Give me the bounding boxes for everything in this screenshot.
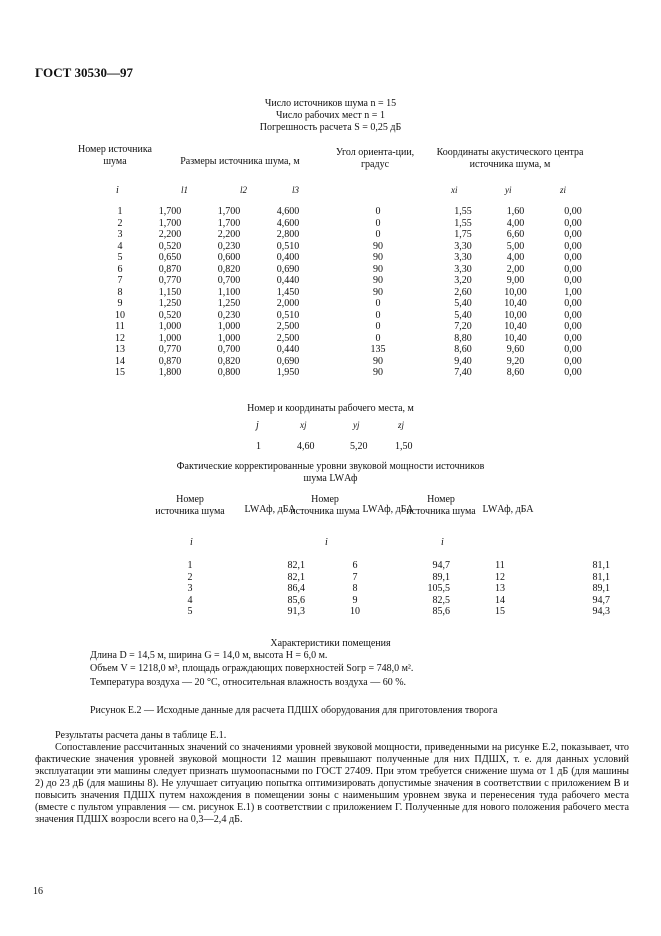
power-title-line2: шума LWАф bbox=[303, 473, 358, 484]
table-cell: 0,00 bbox=[564, 206, 582, 217]
table-cell: 0,600 bbox=[217, 252, 241, 263]
table-cell: 11 bbox=[115, 321, 125, 332]
sources-col-sizes-header: Размеры источника шума, м bbox=[180, 156, 300, 167]
table-cell: 0,650 bbox=[158, 252, 182, 263]
table-cell: 89,1 bbox=[592, 583, 610, 594]
workplace-z-value: 1,50 bbox=[395, 441, 413, 452]
table-cell: 1,150 bbox=[158, 286, 182, 298]
table-row bbox=[100, 287, 603, 299]
table-cell: 7,40 bbox=[454, 367, 472, 378]
table-cell: 0,230 bbox=[217, 240, 241, 252]
table-cell: 0 bbox=[375, 309, 381, 321]
table-cell: 4,600 bbox=[276, 217, 300, 229]
table-cell: 3,30 bbox=[454, 252, 472, 263]
table-cell: 0,440 bbox=[276, 344, 300, 355]
table-cell: 15 bbox=[495, 606, 505, 617]
table-cell: 0,700 bbox=[217, 344, 241, 355]
table-cell: 0 bbox=[375, 321, 381, 332]
table-cell: 13 bbox=[495, 583, 505, 594]
table-cell: 82,5 bbox=[432, 594, 450, 606]
table-cell: 0,00 bbox=[564, 298, 582, 309]
table-row bbox=[170, 583, 640, 595]
table-row bbox=[100, 344, 603, 356]
table-row bbox=[100, 356, 603, 368]
table-row bbox=[100, 275, 603, 287]
table-cell: 15 bbox=[115, 367, 125, 378]
workplace-sym-y: yj bbox=[353, 420, 360, 430]
room-volume-area: Объем V = 1218,0 м³, площадь ограждающих поверхностей Sогр = 748,0 м². bbox=[90, 663, 414, 674]
table-cell: 0 bbox=[375, 298, 381, 309]
table-cell: 0,00 bbox=[564, 229, 582, 240]
table-cell: 5 bbox=[187, 606, 193, 617]
table-cell: 13 bbox=[115, 344, 125, 355]
power-col-num-header-2: Номер источника шума bbox=[290, 494, 360, 517]
table-cell: 7 bbox=[352, 571, 358, 583]
table-cell: 1,700 bbox=[158, 206, 182, 217]
table-cell: 4,600 bbox=[276, 206, 300, 217]
sources-col-coords-header: Координаты акустического центра источника шума, м bbox=[436, 147, 584, 170]
power-sym-i-2: i bbox=[325, 537, 328, 548]
body-text bbox=[35, 730, 629, 826]
table-cell: 10,40 bbox=[504, 332, 527, 344]
table-cell: 85,6 bbox=[287, 594, 305, 606]
intro-calc-error: Погрешность расчета S = 0,25 дБ bbox=[259, 122, 402, 133]
table-cell: 1,75 bbox=[454, 229, 472, 240]
table-cell: 1 bbox=[117, 206, 123, 217]
table-cell: 9 bbox=[352, 594, 358, 606]
table-cell: 2,200 bbox=[158, 229, 182, 240]
table-cell: 0,520 bbox=[158, 240, 182, 252]
table-cell: 0 bbox=[375, 229, 381, 240]
table-cell: 7,20 bbox=[454, 321, 472, 332]
table-cell: 8,60 bbox=[454, 344, 472, 355]
table-cell: 4 bbox=[117, 240, 123, 252]
table-row bbox=[100, 229, 603, 241]
table-cell: 0,800 bbox=[217, 367, 241, 378]
table-row bbox=[100, 206, 603, 218]
table-cell: 1,100 bbox=[217, 286, 241, 298]
table-row bbox=[170, 560, 640, 572]
table-cell: 10 bbox=[115, 309, 125, 321]
table-cell: 11 bbox=[495, 560, 505, 571]
table-cell: 10,00 bbox=[504, 286, 527, 298]
table-cell: 0,00 bbox=[564, 252, 582, 263]
table-cell: 90 bbox=[373, 263, 383, 275]
power-col-num-header-3: Номер источника шума bbox=[406, 494, 476, 517]
table-cell: 1,000 bbox=[158, 321, 182, 332]
table-cell: 3 bbox=[187, 583, 193, 594]
table-cell: 0,00 bbox=[564, 344, 582, 355]
table-cell: 0,00 bbox=[564, 263, 582, 275]
table-row bbox=[170, 572, 640, 584]
table-row bbox=[100, 298, 603, 310]
table-cell: 0,00 bbox=[564, 240, 582, 252]
table-cell: 1,250 bbox=[217, 298, 241, 309]
table-cell: 2 bbox=[187, 571, 193, 583]
table-row bbox=[100, 218, 603, 230]
table-cell: 2,00 bbox=[506, 263, 525, 275]
workplace-sym-x: xj bbox=[300, 420, 307, 430]
power-col-level-header-2: LWАф, дБА bbox=[362, 504, 414, 515]
table-cell: 0,820 bbox=[217, 263, 241, 275]
table-cell: 94,3 bbox=[592, 606, 610, 617]
sources-sym-l2: l2 bbox=[240, 185, 248, 195]
table-row bbox=[170, 606, 640, 618]
table-cell: 2,60 bbox=[454, 286, 472, 298]
table-cell: 6,60 bbox=[506, 229, 525, 240]
table-cell: 9,40 bbox=[454, 355, 472, 367]
power-col-level-header-3: LWАф, дБА bbox=[482, 504, 534, 515]
table-cell: 0,520 bbox=[158, 309, 182, 321]
table-cell: 1,800 bbox=[158, 367, 182, 378]
table-cell: 0,00 bbox=[564, 309, 582, 321]
table-cell: 0 bbox=[375, 217, 381, 229]
table-cell: 0,00 bbox=[564, 217, 582, 229]
table-cell: 3,20 bbox=[454, 275, 472, 286]
table-cell: 0,510 bbox=[276, 240, 300, 252]
table-cell: 90 bbox=[373, 367, 383, 378]
power-sym-i-3: i bbox=[441, 537, 444, 548]
table-cell: 90 bbox=[373, 286, 383, 298]
table-cell: 14 bbox=[115, 355, 125, 367]
workplace-sym-z: zj bbox=[398, 420, 405, 430]
table-cell: 1,55 bbox=[454, 206, 472, 217]
sources-sym-l1: l1 bbox=[181, 185, 189, 195]
table-cell: 89,1 bbox=[432, 571, 450, 583]
table-cell: 90 bbox=[373, 275, 383, 286]
power-table bbox=[170, 560, 640, 618]
sources-col-angle-header: Угол ориента-ции, градус bbox=[335, 147, 415, 170]
table-cell: 5,40 bbox=[454, 298, 472, 309]
table-row bbox=[100, 264, 603, 276]
table-cell: 10 bbox=[350, 606, 360, 617]
table-cell: 0,770 bbox=[158, 275, 182, 286]
table-row bbox=[100, 241, 603, 253]
sources-col-num-header: Номер источника шума bbox=[78, 144, 152, 167]
table-row bbox=[100, 310, 603, 322]
table-cell: 91,3 bbox=[287, 606, 305, 617]
table-cell: 1,60 bbox=[506, 206, 525, 217]
table-cell: 0,870 bbox=[158, 355, 182, 367]
table-cell: 5,40 bbox=[454, 309, 472, 321]
table-cell: 1 bbox=[187, 560, 193, 571]
table-cell: 6 bbox=[352, 560, 358, 571]
table-cell: 0,00 bbox=[564, 367, 582, 378]
table-cell: 90 bbox=[373, 355, 383, 367]
page-number: 16 bbox=[33, 886, 43, 897]
table-cell: 2,500 bbox=[276, 321, 300, 332]
table-cell: 0,820 bbox=[217, 355, 241, 367]
body-paragraph-2: Сопоставление рассчитанных значений со значениями уровней звуковой мощности, приведенными на рисунке Е.2, показывает, что фактические значения уровней звуковой мощности 12 машин превышают полученные для них ПДШХ, т. е. для данных условий эксплуатации эти машины следует признать шумоопасными по ГОСТ 27409. При этом требуется снижение шума от 1 дБ (для машины 2) до 23 дБ (для машины 8). Не улучшает ситуацию попытка оптимизировать допустимые значения в соответствии с приложением В и повысить значения ПДШХ путем нахождения в помещении зоны с наименьшим уровнем звука и перенесения туда рабочего места (вместе с пультом управления — см. рисунок Е.1) в соответствии с приложением Г. Полученные для нового положения рабочего места значения ПДШХ возросли всего на 0,3—2,4 дБ. bbox=[35, 742, 629, 825]
table-row bbox=[100, 333, 603, 345]
table-cell: 0,400 bbox=[276, 252, 300, 263]
document-header: ГОСТ 30530—97 bbox=[35, 65, 134, 80]
table-cell: 0,440 bbox=[276, 275, 300, 286]
table-cell: 1,250 bbox=[158, 298, 182, 309]
table-cell: 0,230 bbox=[217, 309, 241, 321]
power-col-level-header-1: LWАф, дБА bbox=[244, 504, 296, 515]
table-cell: 9,60 bbox=[506, 344, 525, 355]
table-row bbox=[170, 595, 640, 607]
power-title-line1: Фактические корректированные уровни звуковой мощности источников bbox=[176, 461, 485, 472]
table-cell: 8,60 bbox=[506, 367, 525, 378]
intro-workplaces-count: Число рабочих мест n = 1 bbox=[276, 110, 385, 121]
table-cell: 1,450 bbox=[276, 286, 300, 298]
table-cell: 82,1 bbox=[287, 571, 305, 583]
table-cell: 6 bbox=[117, 263, 123, 275]
workplace-title: Номер и координаты рабочего места, м bbox=[247, 403, 414, 414]
sources-sym-x: xi bbox=[451, 185, 458, 195]
table-cell: 1,950 bbox=[276, 367, 300, 378]
table-cell: 9,20 bbox=[506, 355, 525, 367]
sources-sym-z: zi bbox=[560, 185, 567, 195]
table-cell: 10,00 bbox=[504, 309, 527, 321]
table-cell: 1,55 bbox=[454, 217, 472, 229]
table-cell: 90 bbox=[373, 252, 383, 263]
table-cell: 0,770 bbox=[158, 344, 182, 355]
table-cell: 2,000 bbox=[276, 298, 300, 309]
sources-sym-l3: l3 bbox=[292, 185, 300, 195]
table-cell: 5 bbox=[117, 252, 123, 263]
sources-sym-i: i bbox=[116, 185, 119, 196]
table-cell: 3,30 bbox=[454, 240, 472, 252]
table-cell: 105,5 bbox=[427, 583, 450, 594]
table-cell: 1,700 bbox=[158, 217, 182, 229]
table-cell: 82,1 bbox=[287, 560, 305, 571]
table-cell: 14 bbox=[495, 594, 505, 606]
table-cell: 8,80 bbox=[454, 332, 472, 344]
body-paragraph-1: Результаты расчета даны в таблице Е.1. bbox=[55, 730, 227, 741]
table-row bbox=[100, 367, 603, 379]
workplace-sym-j: j bbox=[256, 420, 259, 431]
table-cell: 0,00 bbox=[564, 321, 582, 332]
table-cell: 0,00 bbox=[564, 332, 582, 344]
table-cell: 1,700 bbox=[217, 206, 241, 217]
table-cell: 0,00 bbox=[564, 355, 582, 367]
table-cell: 3,30 bbox=[454, 263, 472, 275]
table-cell: 10,40 bbox=[504, 321, 527, 332]
workplace-j-value: 1 bbox=[256, 441, 261, 452]
table-cell: 1,700 bbox=[217, 217, 241, 229]
table-cell: 10,40 bbox=[504, 298, 527, 309]
table-row bbox=[100, 321, 603, 333]
table-cell: 9 bbox=[117, 298, 123, 309]
table-cell: 135 bbox=[370, 344, 386, 355]
table-cell: 2 bbox=[117, 217, 123, 229]
table-cell: 4,00 bbox=[506, 252, 525, 263]
workplace-y-value: 5,20 bbox=[350, 441, 368, 452]
table-cell: 9,00 bbox=[506, 275, 525, 286]
table-cell: 0,00 bbox=[564, 275, 582, 286]
table-cell: 1,00 bbox=[564, 286, 582, 298]
table-cell: 1,000 bbox=[217, 321, 241, 332]
table-cell: 0,690 bbox=[276, 263, 300, 275]
table-cell: 90 bbox=[373, 240, 383, 252]
power-col-num-header-1: Номер источника шума bbox=[155, 494, 225, 517]
table-cell: 8 bbox=[352, 583, 358, 594]
table-cell: 1,000 bbox=[217, 332, 241, 344]
table-cell: 94,7 bbox=[432, 560, 450, 571]
table-cell: 8 bbox=[117, 286, 123, 298]
table-cell: 5,00 bbox=[506, 240, 525, 252]
table-cell: 94,7 bbox=[592, 594, 610, 606]
table-cell: 81,1 bbox=[592, 560, 610, 571]
table-cell: 3 bbox=[117, 229, 123, 240]
table-cell: 0,870 bbox=[158, 263, 182, 275]
power-sym-i-1: i bbox=[190, 537, 193, 548]
table-cell: 0,690 bbox=[276, 355, 300, 367]
table-cell: 2,800 bbox=[276, 229, 300, 240]
room-dimensions: Длина D = 14,5 м, ширина G = 14,0 м, высота H = 6,0 м. bbox=[90, 650, 328, 661]
table-cell: 85,6 bbox=[432, 606, 450, 617]
intro-sources-count: Число источников шума n = 15 bbox=[264, 98, 397, 109]
table-cell: 4 bbox=[187, 594, 193, 606]
table-cell: 0,700 bbox=[217, 275, 241, 286]
table-cell: 12 bbox=[115, 332, 125, 344]
sources-sym-y: yi bbox=[505, 185, 512, 195]
table-cell: 0 bbox=[375, 332, 381, 344]
table-cell: 0,510 bbox=[276, 309, 300, 321]
workplace-x-value: 4,60 bbox=[297, 441, 315, 452]
table-cell: 12 bbox=[495, 571, 505, 583]
table-cell: 0 bbox=[375, 206, 381, 217]
figure-caption: Рисунок Е.2 — Исходные данные для расчета ПДШХ оборудования для приготовления творога bbox=[90, 705, 498, 716]
table-cell: 1,000 bbox=[158, 332, 182, 344]
table-cell: 4,00 bbox=[506, 217, 525, 229]
table-cell: 81,1 bbox=[592, 571, 610, 583]
room-climate: Температура воздуха — 20 °С, относительная влажность воздуха — 60 %. bbox=[90, 677, 407, 688]
table-cell: 2,200 bbox=[217, 229, 241, 240]
table-cell: 7 bbox=[117, 275, 123, 286]
table-cell: 2,500 bbox=[276, 332, 300, 344]
sources-table bbox=[100, 206, 603, 379]
room-title: Характеристики помещения bbox=[270, 638, 391, 649]
table-cell: 86,4 bbox=[287, 583, 305, 594]
table-row bbox=[100, 252, 603, 264]
